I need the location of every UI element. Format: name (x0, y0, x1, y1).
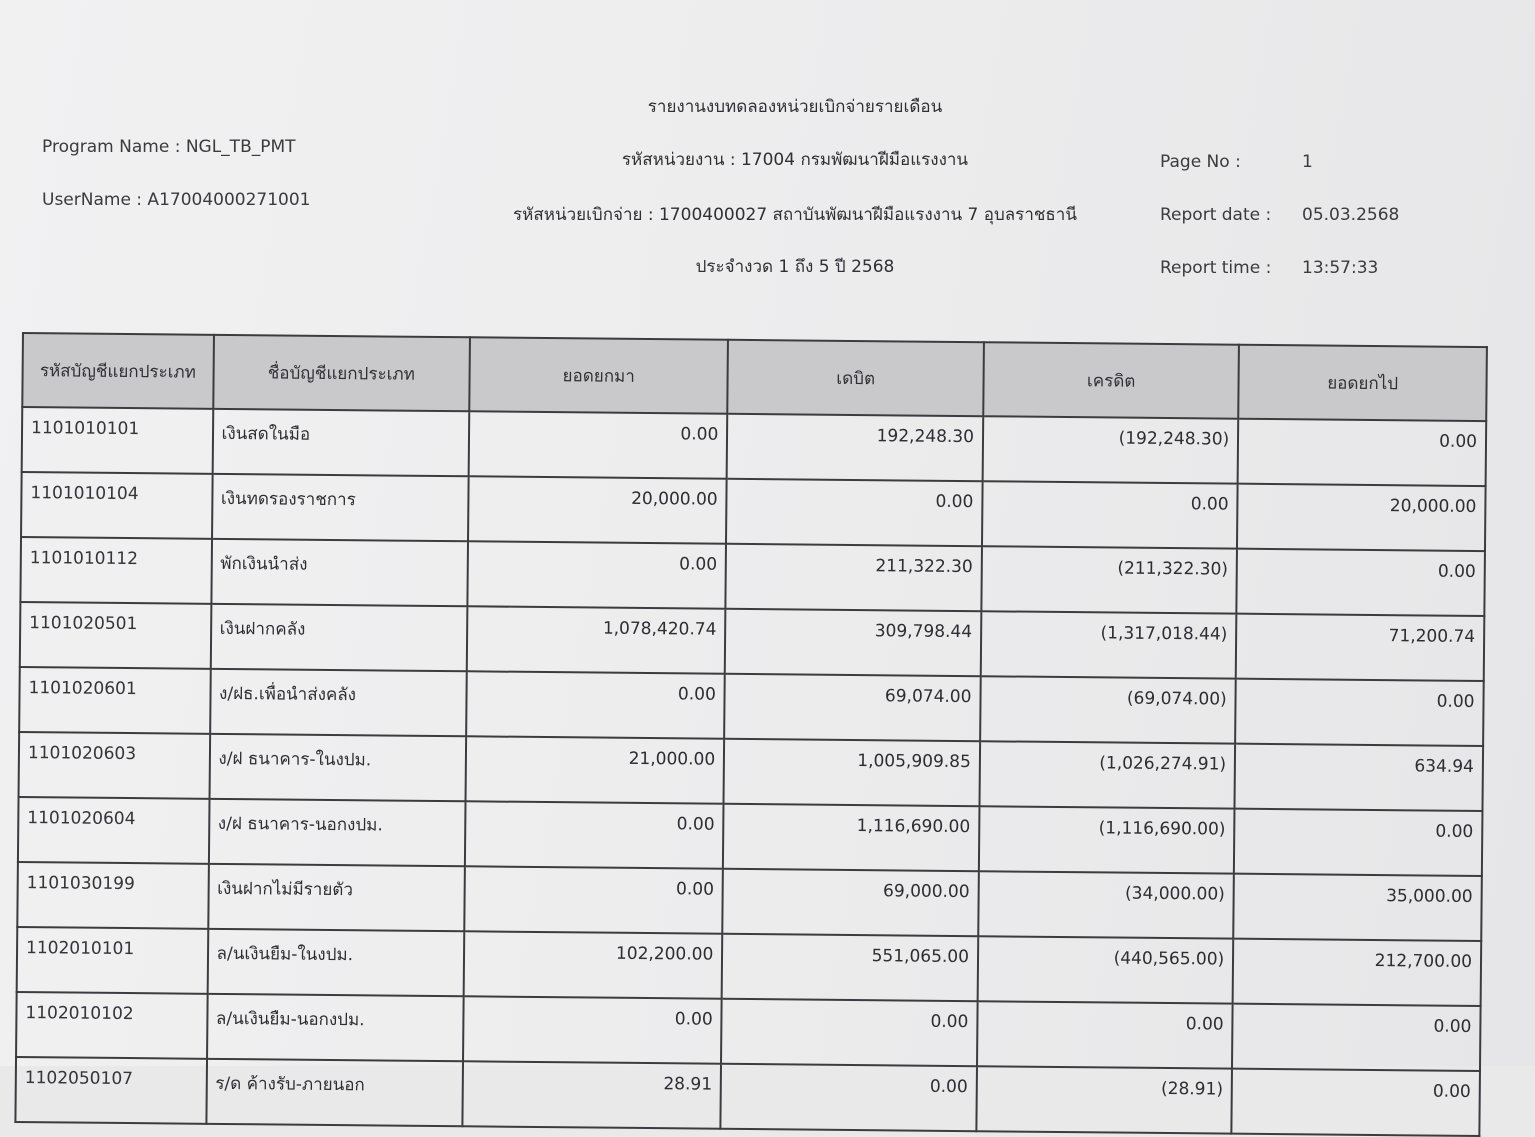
cell-closing-balance: 0.00 (1234, 809, 1482, 876)
cell-closing-balance: 35,000.00 (1233, 874, 1481, 941)
cell-debit: 69,074.00 (724, 674, 980, 741)
cell-debit: 0.00 (726, 479, 982, 546)
program-name: Program Name : NGL_TB_PMT (42, 137, 296, 157)
cell-debit: 69,000.00 (723, 869, 979, 936)
cell-debit: 211,322.30 (726, 544, 982, 611)
table-header-row (22, 333, 1487, 421)
cell-opening-balance: 0.00 (464, 866, 723, 933)
cell-account-name: ล/นเงินยืม-ในงปม. (207, 929, 464, 996)
trial-balance-table (14, 332, 1488, 1137)
cell-account-code: 1101010112 (20, 537, 211, 604)
cell-credit: (69,074.00) (980, 676, 1236, 743)
cell-debit: 1,005,909.85 (724, 739, 980, 806)
cell-credit: (34,000.00) (978, 871, 1234, 938)
cell-account-code: 1102050107 (15, 1057, 206, 1124)
cell-account-code: 1101020601 (19, 667, 210, 734)
cell-debit: 1,116,690.00 (723, 804, 979, 871)
cell-account-code: 1101020501 (20, 602, 211, 669)
cell-opening-balance: 102,200.00 (464, 931, 723, 998)
cell-account-name: ล/นเงินยืม-นอกงปม. (207, 994, 464, 1061)
cell-account-code: 1101020603 (19, 732, 210, 799)
cell-account-code: 1102010102 (16, 992, 207, 1059)
cell-account-name: ร/ด ค้างรับ-ภายนอก (206, 1059, 463, 1126)
cell-debit: 192,248.30 (727, 414, 983, 481)
cell-account-name: ง/ฝ ธนาคาร-ในงปม. (209, 734, 466, 801)
cell-closing-balance: 0.00 (1235, 679, 1483, 746)
col-header-account-name: ชื่อบัญชีแยกประเภท (213, 335, 470, 411)
col-header-closing-balance: ยอดยกไป (1238, 345, 1486, 421)
cell-opening-balance: 28.91 (462, 1061, 721, 1128)
cell-closing-balance: 634.94 (1235, 744, 1483, 811)
cell-debit: 309,798.44 (725, 609, 981, 676)
cell-opening-balance: 21,000.00 (465, 736, 724, 803)
cell-closing-balance: 71,200.74 (1236, 614, 1484, 681)
report-time-label: Report time : (1160, 258, 1272, 278)
col-header-opening-balance: ยอดยกมา (469, 337, 728, 413)
user-name: UserName : A17004000271001 (42, 190, 311, 210)
cell-credit: (28.91) (976, 1066, 1232, 1133)
page-no-label: Page No : (1160, 152, 1241, 172)
cell-account-name: เงินทดรองราชการ (212, 474, 469, 541)
cell-account-code: 1101010101 (22, 407, 213, 474)
cell-opening-balance: 0.00 (467, 541, 726, 608)
cell-credit: (192,248.30) (983, 416, 1239, 483)
cell-account-code: 1101010104 (21, 472, 212, 539)
col-header-account-code: รหัสบัญชีแยกประเภท (22, 333, 213, 409)
cell-debit: 0.00 (721, 999, 977, 1066)
report-title: รายงานงบทดลองหน่วยเบิกจ่ายรายเดือน (647, 97, 943, 117)
col-header-credit: เครดิต (983, 342, 1239, 418)
report-date-value: 05.03.2568 (1302, 205, 1400, 225)
col-header-debit: เดบิต (728, 340, 984, 416)
cell-credit: (1,317,018.44) (981, 611, 1237, 678)
cell-credit: 0.00 (982, 481, 1238, 548)
report-date-label: Report date : (1160, 205, 1272, 225)
cell-account-code: 1102010101 (17, 927, 208, 994)
cell-account-name: ง/ฝ ธนาคาร-นอกงปม. (208, 799, 465, 866)
agency-line: รหัสหน่วยงาน : 17004 กรมพัฒนาฝีมือแรงงาน (621, 150, 969, 170)
page-no-value: 1 (1302, 152, 1313, 172)
cell-debit: 551,065.00 (722, 934, 978, 1001)
cell-closing-balance: 20,000.00 (1237, 484, 1485, 551)
table-row (15, 1057, 1480, 1136)
disbursing-unit-line: รหัสหน่วยเบิกจ่าย : 1700400027 สถาบันพัฒนาฝีมือแรงงาน 7 อุบลราชธานี (513, 205, 1077, 225)
cell-credit: 0.00 (977, 1001, 1233, 1068)
cell-opening-balance: 0.00 (465, 801, 724, 868)
cell-closing-balance: 212,700.00 (1233, 939, 1481, 1006)
cell-opening-balance: 20,000.00 (468, 476, 727, 543)
cell-account-name: เงินฝากคลัง (210, 604, 467, 671)
cell-closing-balance: 0.00 (1238, 419, 1486, 486)
cell-debit: 0.00 (721, 1064, 977, 1131)
cell-credit: (1,116,690.00) (979, 806, 1235, 873)
cell-account-name: ง/ฝธ.เพื่อนำส่งคลัง (210, 669, 467, 736)
cell-credit: (1,026,274.91) (979, 741, 1235, 808)
cell-credit: (440,565.00) (978, 936, 1234, 1003)
cell-account-name: เงินสดในมือ (212, 409, 469, 476)
cell-closing-balance: 0.00 (1232, 1069, 1480, 1136)
cell-account-name: พักเงินนำส่ง (211, 539, 468, 606)
cell-opening-balance: 0.00 (463, 996, 722, 1063)
cell-account-name: เงินฝากไม่มีรายตัว (208, 864, 465, 931)
cell-opening-balance: 0.00 (469, 411, 728, 478)
period-line: ประจำงวด 1 ถึง 5 ปี 2568 (695, 257, 895, 277)
report-time-value: 13:57:33 (1302, 258, 1379, 278)
cell-credit: (211,322.30) (981, 546, 1237, 613)
cell-opening-balance: 1,078,420.74 (467, 606, 726, 673)
cell-closing-balance: 0.00 (1237, 549, 1485, 616)
cell-account-code: 1101020604 (18, 797, 209, 864)
cell-opening-balance: 0.00 (466, 671, 725, 738)
cell-closing-balance: 0.00 (1232, 1004, 1480, 1071)
cell-account-code: 1101030199 (17, 862, 208, 929)
